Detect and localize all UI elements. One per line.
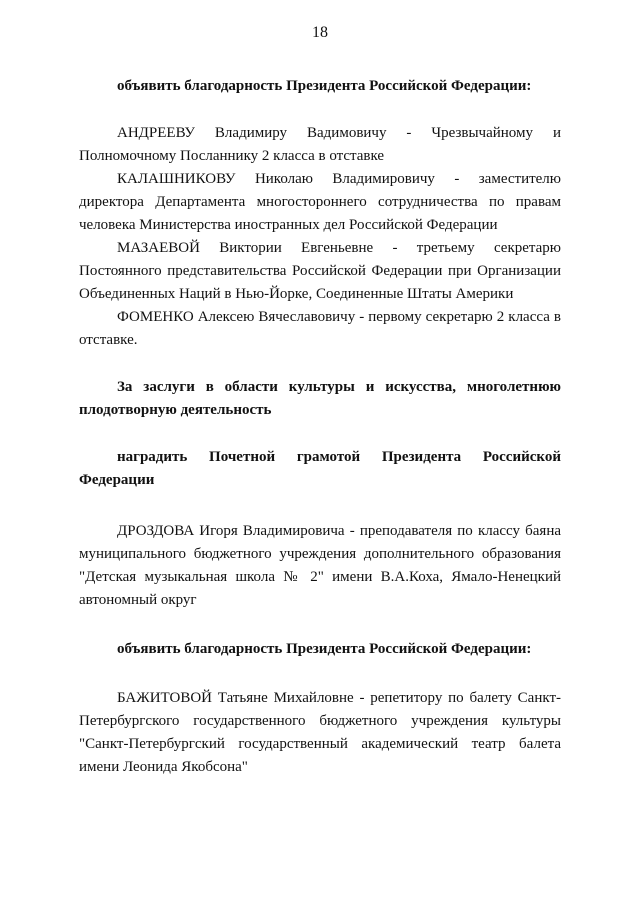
award-entry-drozdov: ДРОЗДОВА Игоря Владимировича - преподавателя по классу баяна муниципального бюджетного учреждения дополнительного образования "Детская музыкальная школа № 2" имени В.А.Коха, Ямало-Ненецкий автономный округ (79, 523, 561, 608)
award-entry-kalashnikov: КАЛАШНИКОВУ Николаю Владимировичу - заместителю директора Департамента многостороннего сотрудничества по правам человека Министерства иностранных дел Российской Федерации (79, 171, 561, 233)
section-heading-gratitude-1: объявить благодарность Президента Российской Федерации: (117, 78, 532, 94)
award-entry-bazhitova: БАЖИТОВОЙ Татьяне Михайловне - репетитору по балету Санкт-Петербургского государственного бюджетного учреждения культуры "Санкт-Петербургский государственный академический театр балета имени Леонида Якобсона" (79, 690, 561, 775)
section-heading-award-certificate: наградить Почетной грамотой Президента Российской Федерации (79, 449, 561, 488)
award-entry-andreev: АНДРЕЕВУ Владимиру Вадимовичу - Чрезвычайному и Полномочному Посланнику 2 класса в отставке (79, 125, 561, 164)
section-heading-gratitude-2: объявить благодарность Президента Российской Федерации: (117, 641, 532, 657)
award-entry-mazaeva: МАЗАЕВОЙ Виктории Евгеньевне - третьему секретарю Постоянного представительства Российской Федерации при Организации Объединенных Наций в Нью-Йорке, Соединенные Штаты Америки (79, 240, 561, 302)
page-number: 18 (312, 24, 328, 41)
document-body (79, 75, 561, 779)
section-heading-merits: За заслуги в области культуры и искусства, многолетнюю плодотворную деятельность (79, 379, 561, 418)
award-entry-fomenko: ФОМЕНКО Алексею Вячеславовичу - первому секретарю 2 класса в отставке. (79, 309, 561, 348)
